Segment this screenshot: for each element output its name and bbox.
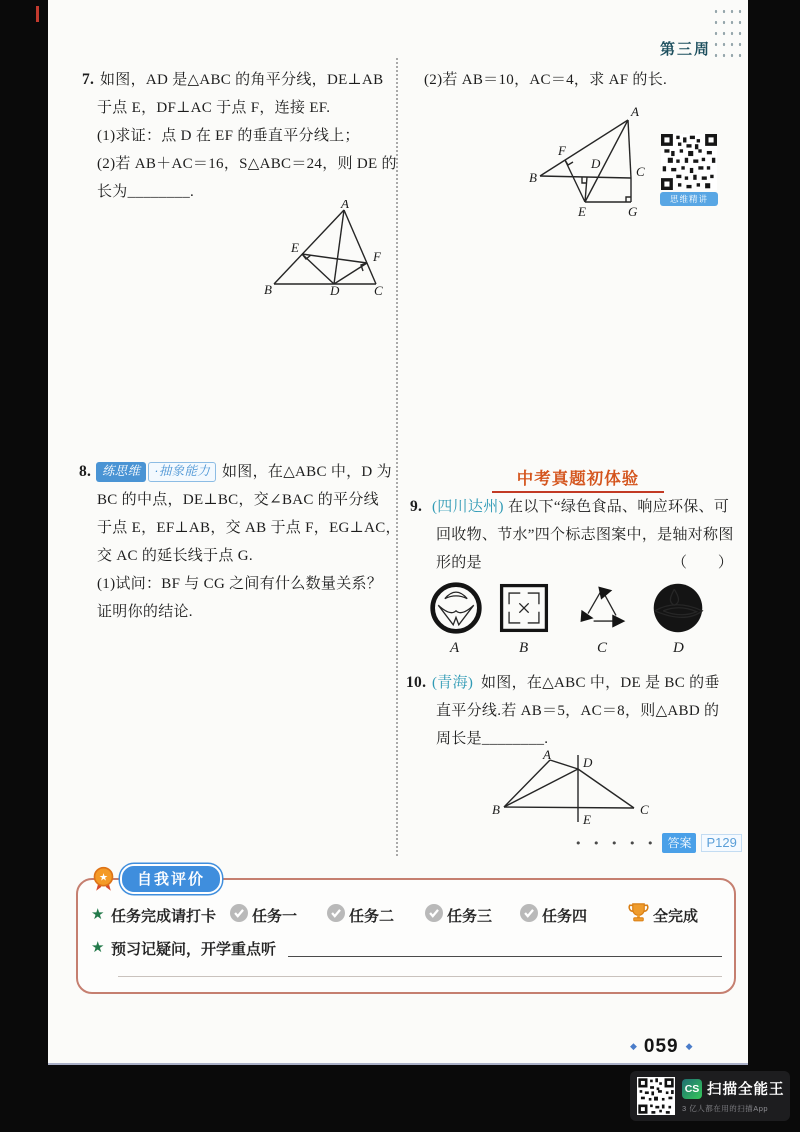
- badge-abstract-ability: ·抽象能力: [148, 462, 216, 482]
- problem10-line: 周长是________.: [436, 731, 549, 747]
- task3-check-icon[interactable]: [425, 904, 443, 922]
- problem10-line: 直平分线.若 AB＝5，AC＝8，则△ABD 的: [436, 703, 720, 719]
- answer-reference: [575, 833, 742, 853]
- scan-artifact-mark: [36, 6, 39, 22]
- problem8-skill-badge: [96, 461, 216, 482]
- svg-text:E: E: [578, 204, 586, 219]
- medal-icon: [90, 866, 117, 893]
- self-evaluation-badge: [90, 864, 222, 894]
- all-complete-label: 全完成: [653, 908, 699, 925]
- svg-text:E: E: [291, 240, 299, 255]
- answer-page-ref: P129: [701, 834, 741, 852]
- svg-text:★: ★: [98, 872, 109, 884]
- svg-text:A: A: [341, 200, 349, 211]
- writing-blank-line[interactable]: [288, 938, 722, 957]
- option-label-a: A: [450, 640, 460, 656]
- svg-text:G: G: [628, 204, 638, 219]
- option-label-c: C: [597, 640, 608, 656]
- task4-label: 任务四: [542, 908, 588, 925]
- svg-text:D: D: [583, 755, 593, 770]
- problem9-number: 9.: [410, 498, 423, 515]
- environment-label-logo-icon: [496, 580, 552, 636]
- problem7b-figure: [503, 100, 663, 222]
- problem7-line: 如图，AD 是△ABC 的角平分线，DE⊥AB: [100, 72, 384, 88]
- problem10-figure: [488, 750, 658, 830]
- problem8-line: (1)试问：BF 与 CG 之间有什么数量关系？: [97, 576, 383, 592]
- problem8-number: 8.: [79, 463, 92, 480]
- column-divider: [396, 58, 398, 856]
- svg-text:F: F: [373, 249, 381, 264]
- badge-train-thinking: 练思维: [96, 462, 146, 482]
- problem9-line: 回收物、节水”四个标志图案中，是轴对称图: [436, 527, 734, 543]
- scanner-app-name: 扫描全能王: [707, 1082, 785, 1098]
- problem9-line: 形的是: [436, 555, 482, 571]
- problem7-line: 长为________.: [97, 184, 195, 200]
- diamond-icon: ◆: [630, 1042, 637, 1052]
- answer-badge: 答案: [662, 833, 696, 853]
- svg-text:B: B: [492, 802, 500, 817]
- svg-text:E: E: [583, 812, 591, 827]
- svg-text:A: A: [631, 104, 639, 119]
- dots-decoration: • • • • •: [575, 836, 658, 850]
- problem7b-line: (2)若 AB＝10，AC＝4，求 AF 的长.: [424, 72, 668, 88]
- scanner-watermark: [630, 1071, 790, 1121]
- svg-text:C: C: [374, 283, 383, 296]
- task1-check-icon[interactable]: [230, 904, 248, 922]
- star-icon: ★: [91, 938, 105, 956]
- problem10-province-tag: (青海): [432, 675, 474, 691]
- page-number-row: [630, 1036, 693, 1058]
- qr-caption: 思维精讲: [660, 192, 718, 206]
- watermark-qr-code: [637, 1077, 675, 1115]
- problem9-line: 在以下“绿色食品、响应环保、可: [508, 499, 730, 515]
- task-row-label: 任务完成请打卡: [111, 908, 217, 925]
- problem8-line: 如图，在△ABC 中，D 为: [222, 464, 392, 480]
- task2-label: 任务二: [349, 908, 395, 925]
- svg-text:C: C: [636, 164, 645, 179]
- star-icon: ★: [91, 905, 105, 923]
- page-number: 059: [643, 1036, 679, 1057]
- svg-text:A: A: [543, 750, 551, 762]
- svg-text:C: C: [640, 802, 649, 817]
- svg-text:B: B: [264, 282, 272, 296]
- week-tag: 第三周: [660, 41, 712, 58]
- problem7-line: 于点 E，DF⊥AC 于点 F，连接 EF.: [97, 100, 331, 116]
- problem9-answer-bracket: （ ）: [672, 555, 734, 571]
- svg-text:D: D: [591, 156, 601, 171]
- option-label-b: B: [519, 640, 529, 656]
- problem8-line: 于点 E，EF⊥AB，交 AB 于点 F，EG⊥AC，: [97, 520, 401, 536]
- preview-note-label: 预习记疑问，开学重点听: [111, 941, 277, 958]
- problem7-line: (2)若 AB＋AC＝16，S△ABC＝24，则 DE 的: [97, 156, 397, 172]
- problem7-line: (1)求证：点 D 在 EF 的垂直平分线上；: [97, 128, 360, 144]
- problem8-line: 证明你的结论.: [97, 604, 193, 620]
- camscanner-logo-icon: CS: [682, 1079, 702, 1099]
- recycle-logo-icon: [574, 580, 630, 636]
- scanner-app-tagline: 3 亿人都在用的扫描App: [682, 1104, 769, 1113]
- task2-check-icon[interactable]: [327, 904, 345, 922]
- self-evaluation-title: 自我评价: [120, 864, 222, 894]
- corner-dots-decoration: [712, 6, 746, 58]
- writing-blank-line[interactable]: [118, 958, 722, 977]
- diamond-icon: ◆: [685, 1042, 693, 1052]
- svg-text:D: D: [330, 283, 340, 296]
- problem7-number: 7.: [82, 71, 95, 88]
- svg-text:F: F: [558, 143, 566, 158]
- water-saving-logo-icon: [650, 580, 706, 636]
- svg-text:B: B: [529, 170, 537, 185]
- video-qr-code: [660, 134, 718, 190]
- problem8-line: 交 AC 的延长线于点 G.: [97, 548, 253, 564]
- option-label-d: D: [673, 640, 685, 656]
- problem10-line: 如图，在△ABC 中，DE 是 BC 的垂: [481, 675, 720, 691]
- task3-label: 任务三: [447, 908, 493, 925]
- task4-check-icon[interactable]: [520, 904, 538, 922]
- trophy-icon: [627, 901, 650, 924]
- task1-label: 任务一: [252, 908, 298, 925]
- problem7-figure: [262, 200, 392, 296]
- problem10-number: 10.: [406, 674, 427, 691]
- green-food-logo-icon: [428, 580, 484, 636]
- problem8-line: BC 的中点，DE⊥BC，交∠BAC 的平分线: [97, 492, 379, 508]
- section-title-exam-experience: 中考真题初体验: [492, 465, 664, 493]
- problem9-province-tag: (四川达州): [432, 499, 504, 515]
